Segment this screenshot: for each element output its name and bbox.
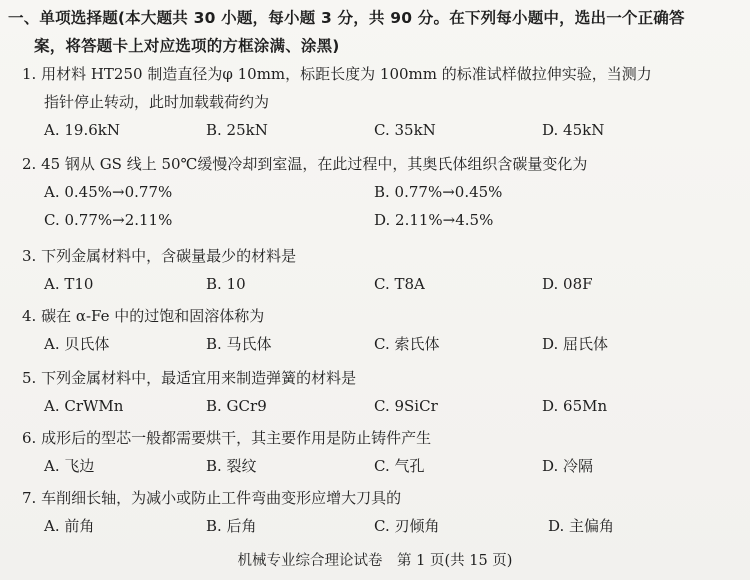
option-a[interactable]: A. 0.45%→0.77% xyxy=(44,183,173,201)
option-a[interactable]: A. 贝氏体 xyxy=(44,335,110,353)
option-b[interactable]: B. 0.77%→0.45% xyxy=(374,183,503,201)
question-7 xyxy=(22,484,732,540)
question-1-stem-line1: 1. 用材料 HT250 制造直径为φ 10mm，标距长度为 100mm 的标准试样做拉伸实验，当测力 xyxy=(22,65,652,83)
option-b[interactable]: B. 马氏体 xyxy=(206,335,272,353)
option-a[interactable]: A. 飞边 xyxy=(44,457,95,475)
option-c[interactable]: C. 0.77%→2.11% xyxy=(44,211,173,229)
option-b[interactable]: B. 10 xyxy=(206,275,246,293)
option-b[interactable]: B. 裂纹 xyxy=(206,457,257,475)
option-d[interactable]: D. 65Mn xyxy=(542,397,608,415)
question-1-options xyxy=(22,116,732,144)
option-a[interactable]: A. 前角 xyxy=(44,517,95,535)
question-4-stem-line1: 4. 碳在 α-Fe 中的过饱和固溶体称为 xyxy=(22,307,265,325)
question-1-stem-line2: 指针停止转动，此时加载载荷约为 xyxy=(44,93,270,111)
page-footer: 机械专业综合理论试卷 第 1 页(共 15 页) xyxy=(237,553,513,569)
question-5-stem-line1: 5. 下列金属材料中，最适宜用来制造弹簧的材料是 xyxy=(22,369,357,387)
question-1 xyxy=(22,60,732,144)
option-c[interactable]: C. 气孔 xyxy=(374,457,425,475)
question-6-stem-line1: 6. 成形后的型芯一般都需要烘干，其主要作用是防止铸件产生 xyxy=(22,429,432,447)
question-7-stem-line1: 7. 车削细长轴，为减小或防止工件弯曲变形应增大刀具的 xyxy=(22,489,402,507)
option-d[interactable]: D. 冷隔 xyxy=(542,457,594,475)
option-c[interactable]: C. 刃倾角 xyxy=(374,517,440,535)
question-3 xyxy=(22,242,732,298)
option-c[interactable]: C. 35kN xyxy=(374,121,436,139)
question-2-options-row2 xyxy=(22,206,732,234)
option-a[interactable]: A. T10 xyxy=(44,275,94,293)
option-a[interactable]: A. 19.6kN xyxy=(44,121,120,139)
section-header xyxy=(8,4,738,60)
section-header-line1: 一、单项选择题(本大题共 30 小题，每小题 3 分，共 90 分。在下列每小题中，选出一个正确答 xyxy=(8,9,685,27)
option-d[interactable]: D. 2.11%→4.5% xyxy=(374,211,494,229)
question-5 xyxy=(22,364,732,420)
option-d[interactable]: D. 08F xyxy=(542,275,593,293)
question-2-options-row1 xyxy=(22,178,732,206)
option-b[interactable]: B. 后角 xyxy=(206,517,257,535)
option-d[interactable]: D. 主偏角 xyxy=(548,517,615,535)
option-d[interactable]: D. 45kN xyxy=(542,121,605,139)
question-3-options xyxy=(22,270,732,298)
option-c[interactable]: C. T8A xyxy=(374,275,425,293)
section-header-line2: 案，将答题卡上对应选项的方框涂满、涂黑) xyxy=(34,37,340,55)
question-6 xyxy=(22,424,732,480)
option-c[interactable]: C. 索氏体 xyxy=(374,335,440,353)
option-c[interactable]: C. 9SiCr xyxy=(374,397,438,415)
question-4-options xyxy=(22,330,732,358)
question-2 xyxy=(22,150,732,234)
option-a[interactable]: A. CrWMn xyxy=(44,397,124,415)
question-3-stem-line1: 3. 下列金属材料中，含碳量最少的材料是 xyxy=(22,247,297,265)
question-2-stem-line1: 2. 45 钢从 GS 线上 50℃缓慢冷却到室温，在此过程中，其奥氏体组织含碳量变化为 xyxy=(22,155,588,173)
question-5-options xyxy=(22,392,732,420)
question-4 xyxy=(22,302,732,358)
question-6-options xyxy=(22,452,732,480)
question-7-options xyxy=(22,512,732,540)
option-b[interactable]: B. 25kN xyxy=(206,121,268,139)
option-b[interactable]: B. GCr9 xyxy=(206,397,267,415)
option-d[interactable]: D. 屈氏体 xyxy=(542,335,609,353)
